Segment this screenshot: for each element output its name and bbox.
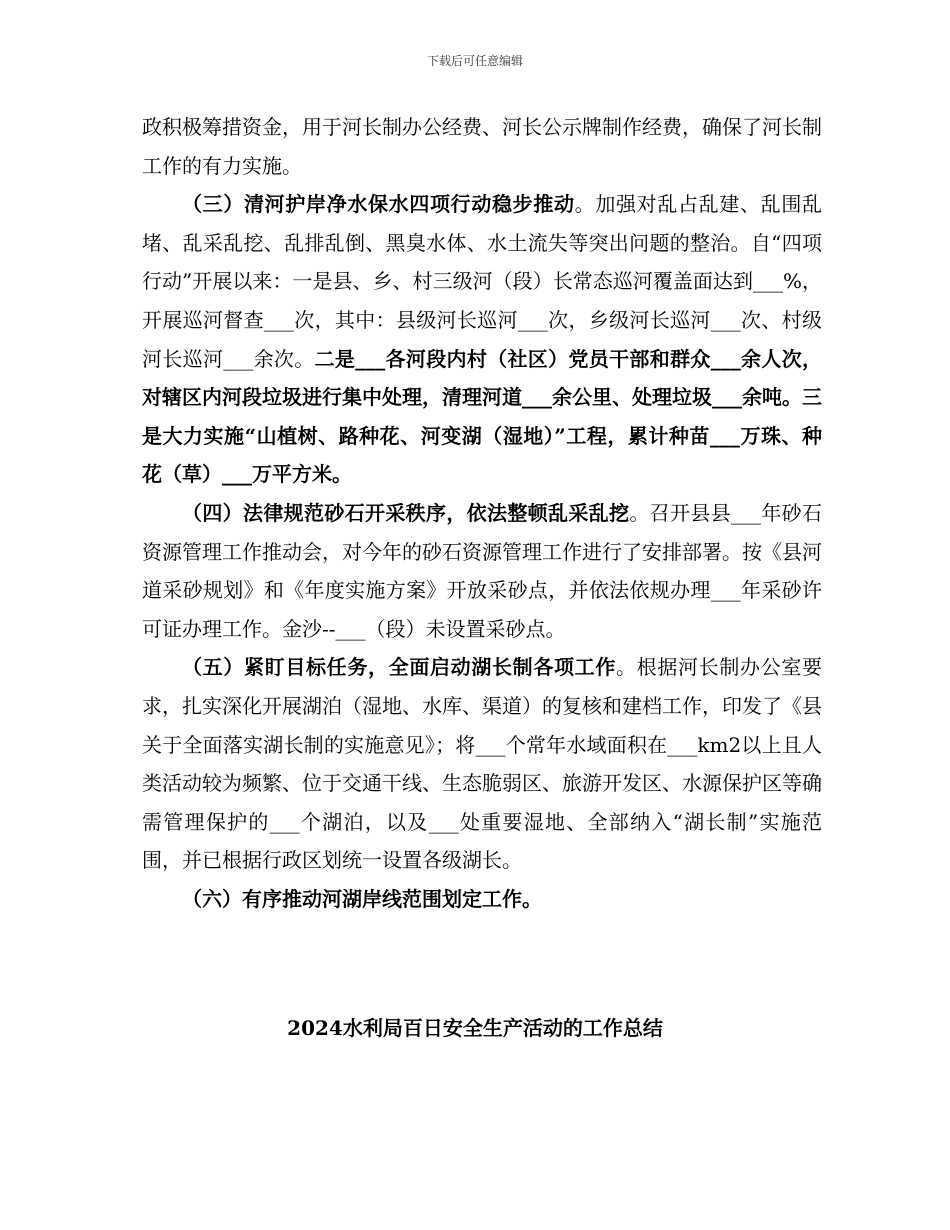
section-heading-five: （五）紧盯目标任务，全面启动湖长制各项工作 xyxy=(182,655,616,680)
paragraph-bold-text: 二是___各河段内村（社区）党员干部和群众___余人次，对辖区内河段垃圾进行集中处理，清理河道___余公里、处理垃圾___余吨。三是大力实施“山植树、路种花、河变湖（湿地）”工程，累计种苗___万珠、种花（草）___万平方米。 xyxy=(142,346,823,487)
paragraph-funding: 政积极筹措资金，用于河长制办公经费、河长公示牌制作经费，确保了河长制工作的有力实施。 xyxy=(142,115,822,178)
paragraph-text: 。根据河长制办公室要求，扎实深化开展湖泊（湿地、水库、渠道）的复核和建档工作，印发了《县关于全面落实湖长制的实施意见》；将___个常年水域面积在___km2以上且人类活动较为频繁、位于交通干线、生态脆弱区、旅游开发区、水源保护区等确需管理保护的___个湖泊，以及___处重要湿地、全部纳入“湖长制”实施范围，并已根据行政区划统一设置各级湖长。 xyxy=(142,655,823,873)
section-heading-four: （四）法律规范砂石开采秩序，依法整顿乱采乱挖 xyxy=(182,500,630,525)
paragraph-shoreline xyxy=(142,880,822,919)
page-header-note: 下载后可任意编辑 xyxy=(426,54,523,68)
section-heading-three: （三）清河护岸净水保水四项行动稳步推动 xyxy=(182,192,575,217)
paragraph-lake-chief xyxy=(142,648,822,880)
paragraph-four-actions xyxy=(142,185,822,494)
paragraph-text: 。召开县县___年砂石资源管理工作推动会，对今年的砂石资源管理工作进行了安排部署。按《县河道采砂规划》和《年度实施方案》开放采砂点，并依法依规办理___年采砂许可证办理工作。金沙--___（段）未设置采砂点。 xyxy=(142,500,823,641)
document-body xyxy=(142,108,822,918)
document-title: 2024水利局百日安全生产活动的工作总结 xyxy=(287,1016,663,1040)
section-heading-six: （六）有序推动河湖岸线范围划定工作。 xyxy=(182,886,542,911)
paragraph-text: 。加强对乱占乱建、乱围乱堵、乱采乱挖、乱排乱倒、黑臭水体、水土流失等突出问题的整治。自“四项行动”开展以来：一是县、乡、村三级河（段）长常态巡河覆盖面达到___%，开展巡河督查___次，其中：县级河长巡河___次，乡级河长巡河___次、村级河长巡河___余次。 xyxy=(142,192,823,371)
paragraph-sand-mining xyxy=(142,494,822,648)
